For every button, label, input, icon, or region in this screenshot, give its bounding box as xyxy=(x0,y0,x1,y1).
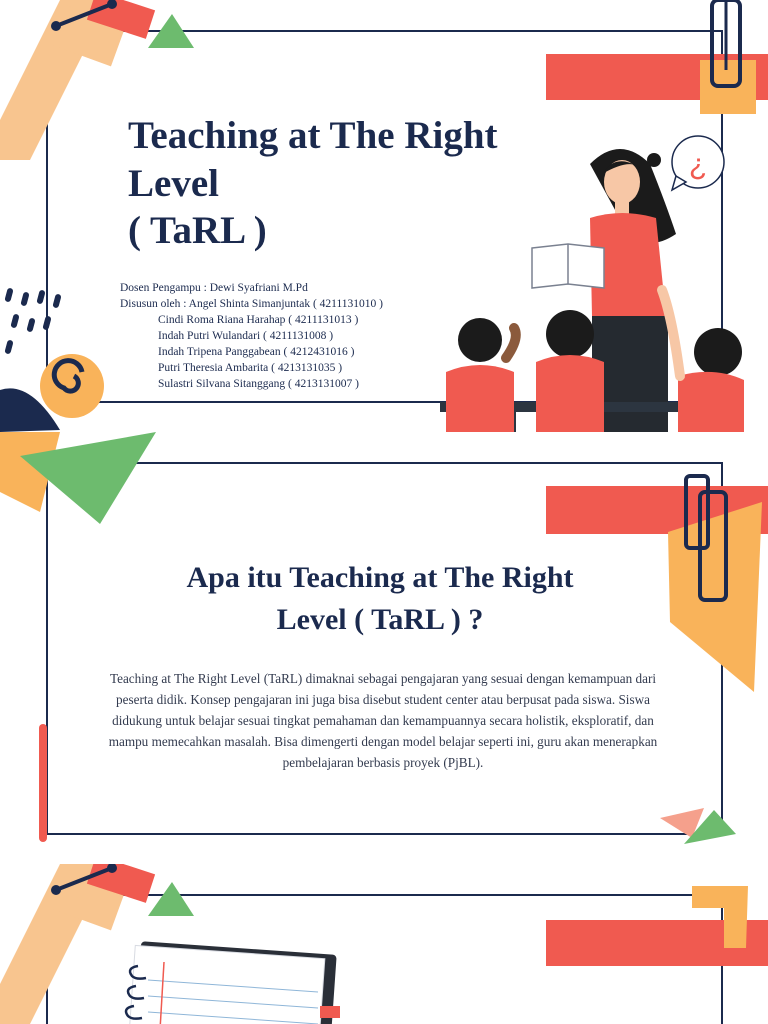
section-body-text: Teaching at The Right Level (TaRL) dimaknai sebagai pengajaran yang sesuai dengan kemampuan dari peserta didik. Konsep pengajaran ini juga bisa disebut student center atau berpusat pada siswa. Siswa didukung untuk belajar sesuai tingkat pemahaman dan kemampuannya secara holistik, eksploratif, dan mampu memecahkan masalah. Bisa dimengerti dengan model belajar seperti ini, guru akan menerapkan pembelajaran berbasis proyek (PjBL). xyxy=(108,671,658,770)
teacher-students-illustration xyxy=(440,130,750,432)
decoration-left-bar xyxy=(36,722,52,846)
title-line-1: Teaching at The Right xyxy=(128,114,498,157)
author-line: Indah Putri Wulandari ( 4211131008 ) xyxy=(158,330,334,342)
author-line: Disusun oleh : Angel Shinta Simanjuntak ( 4211131010 ) xyxy=(120,298,383,310)
decoration-top-right xyxy=(540,882,768,972)
heading-line-2: Level ( TaRL ) ? xyxy=(276,603,484,636)
title-line-2: Level xyxy=(128,161,219,205)
slide-2 xyxy=(0,432,768,864)
slide-1 xyxy=(0,0,768,432)
decoration-bottom-right xyxy=(656,804,740,852)
author-line: Putri Theresia Ambarita ( 4213131035 ) xyxy=(158,362,343,374)
decoration-left-top xyxy=(0,432,170,532)
section-heading xyxy=(100,557,660,641)
decoration-top-right xyxy=(540,0,768,120)
author-line: Indah Tripena Panggabean ( 4212431016 ) xyxy=(158,346,355,358)
slide-3 xyxy=(0,864,768,1024)
title-line-3: ( TaRL ) xyxy=(128,209,267,253)
lecturer-line: Dosen Pengampu : Dewi Syafriani M.Pd xyxy=(120,282,308,294)
notebook-icon xyxy=(118,940,348,1024)
speech-bubble-glyph: ¿ xyxy=(688,148,708,181)
author-line: Cindi Roma Riana Harahap ( 4211131013 ) xyxy=(158,314,359,326)
credits-block xyxy=(120,280,383,392)
heading-line-1: Apa itu Teaching at The Right xyxy=(186,561,574,594)
author-line: Sulastri Silvana Sitanggang ( 4213131007 ) xyxy=(158,378,359,390)
